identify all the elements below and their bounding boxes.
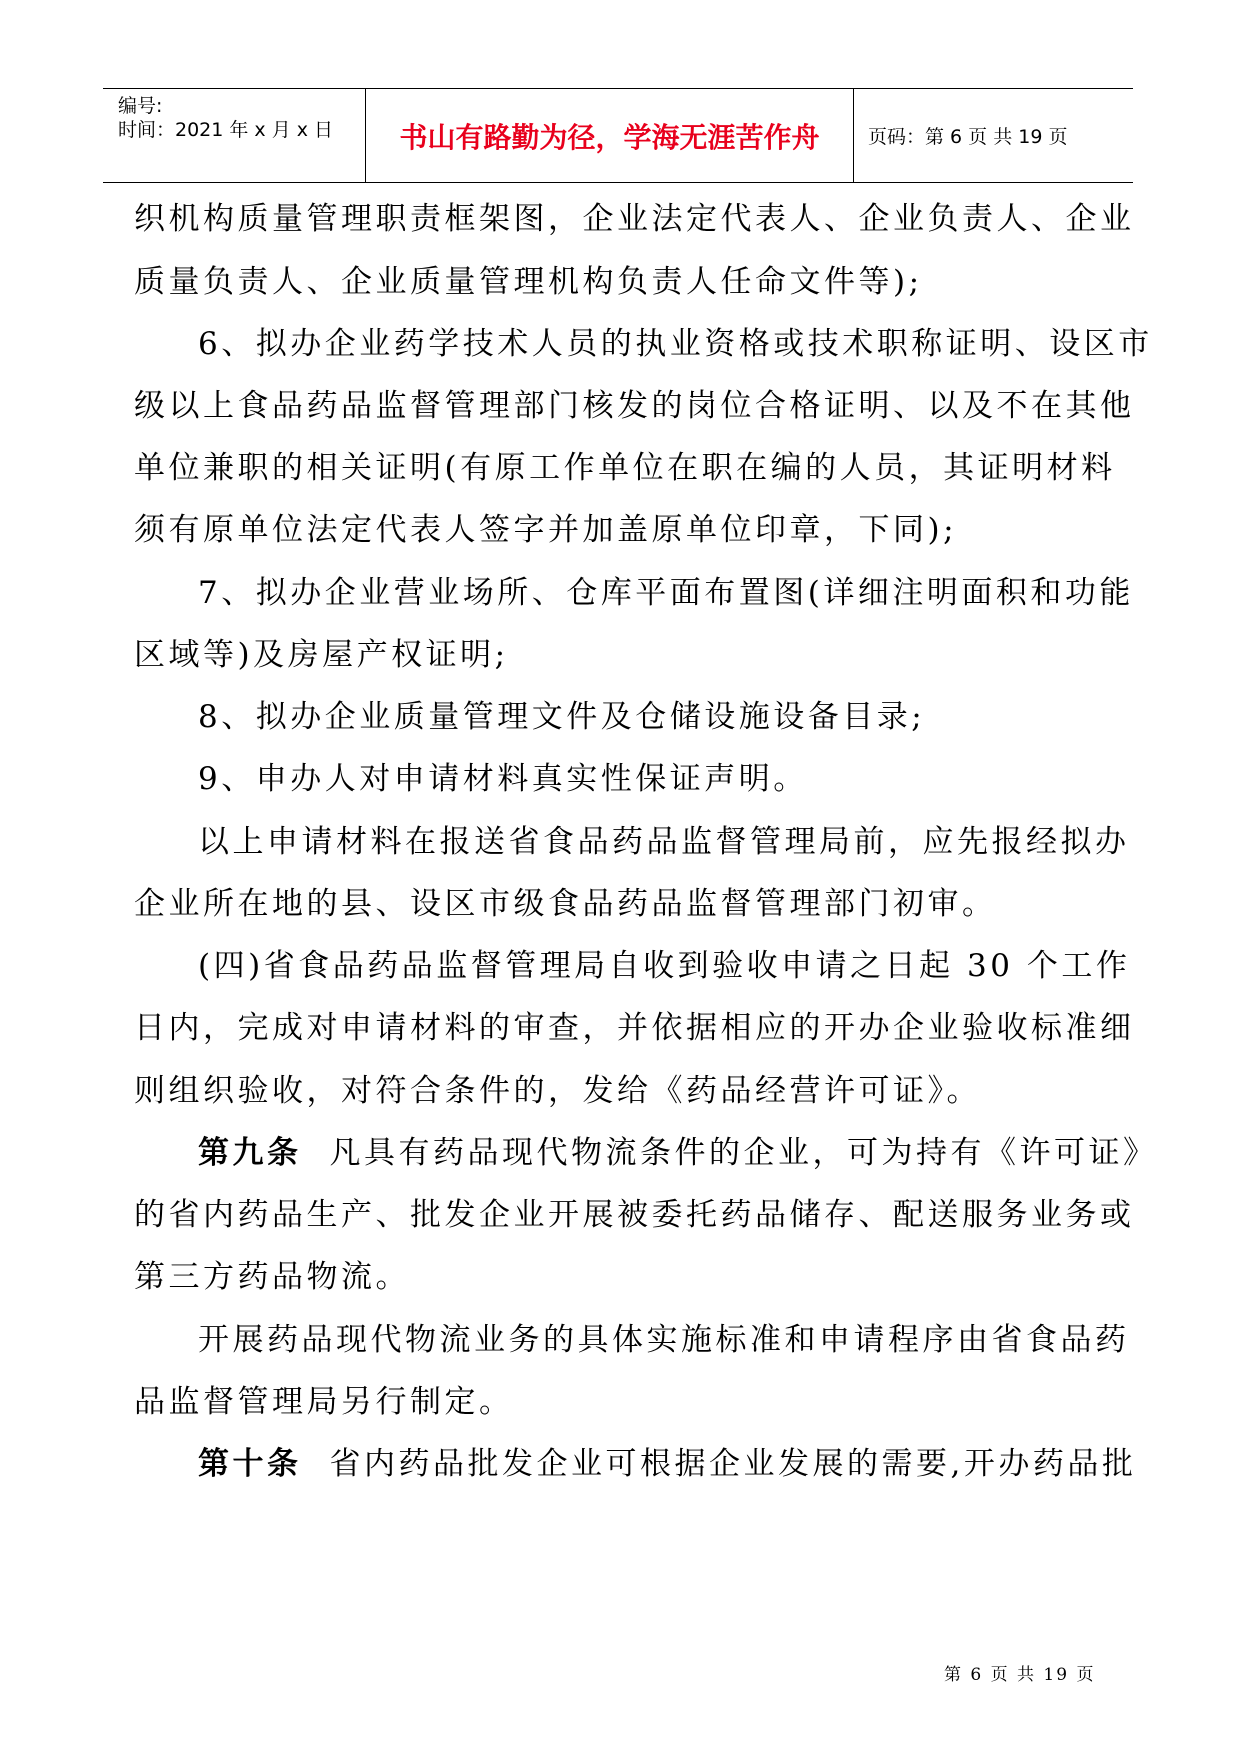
header-motto: 书山有路勤为径，学海无涯苦作舟: [399, 121, 820, 154]
page-header: [103, 88, 1133, 183]
body-line: 6、拟办企业药学技术人员的执业资格或技术职称证明、设区市: [198, 326, 1153, 362]
header-left-cell: [103, 89, 366, 182]
header-middle-cell: [366, 89, 854, 182]
body-line: 则组织验收，对符合条件的，发给《药品经营许可证》。: [134, 1073, 981, 1109]
page-footer: 第 6 页 共 19 页: [944, 1665, 1096, 1685]
body-line: 开展药品现代物流业务的具体实施标准和申请程序由省食品药: [198, 1322, 1130, 1358]
body-line: 的省内药品生产、批发企业开展被委托药品储存、配送服务业务或: [134, 1197, 1135, 1233]
body-line: 9、申办人对申请材料真实性保证声明。: [198, 761, 808, 797]
article-10-heading: 第十条: [198, 1446, 302, 1482]
document-time-label: 时间：2021 年 x 月 x 日: [118, 119, 334, 141]
body-line: 织机构质量管理职责框架图，企业法定代表人、企业负责人、企业: [134, 201, 1135, 237]
body-line: 级以上食品药品监督管理部门核发的岗位合格证明、以及不在其他: [134, 388, 1135, 424]
article-9-line: [198, 1133, 1158, 1173]
body-line: 区域等)及房屋产权证明;: [134, 637, 509, 673]
body-line: 日内，完成对申请材料的审查，并依据相应的开办企业验收标准细: [134, 1010, 1135, 1046]
body-line: 7、拟办企业营业场所、仓库平面布置图(详细注明面积和功能: [198, 575, 1134, 611]
body-line: 第三方药品物流。: [134, 1259, 410, 1295]
body-line: 品监督管理局另行制定。: [134, 1384, 514, 1420]
body-line: 凡具有药品现代物流条件的企业，可为持有《许可证》: [329, 1135, 1158, 1171]
body-line: 企业所在地的县、设区市级食品药品监督管理部门初审。: [134, 886, 997, 922]
article-9-heading: 第九条: [198, 1135, 302, 1171]
body-line: 省内药品批发企业可根据企业发展的需要,开办药品批: [329, 1446, 1137, 1482]
body-line: 8、拟办企业质量管理文件及仓储设施设备目录;: [198, 699, 926, 735]
body-line: (四)省食品药品监督管理局自收到验收申请之日起 30 个工作: [198, 948, 1131, 984]
header-page-number: 页码：第 6 页 共 19 页: [868, 126, 1068, 148]
article-10-line: [198, 1444, 1136, 1484]
body-line: 质量负责人、企业质量管理机构负责人任命文件等);: [134, 264, 923, 300]
body-line: 须有原单位法定代表人签字并加盖原单位印章，下同);: [134, 512, 958, 548]
body-line: 以上申请材料在报送省食品药品监督管理局前，应先报经拟办: [198, 824, 1130, 860]
body-line: 单位兼职的相关证明(有原工作单位在职在编的人员，其证明材料: [134, 450, 1116, 486]
header-right-cell: [854, 89, 1133, 182]
document-number-label: 编号:: [118, 95, 163, 117]
